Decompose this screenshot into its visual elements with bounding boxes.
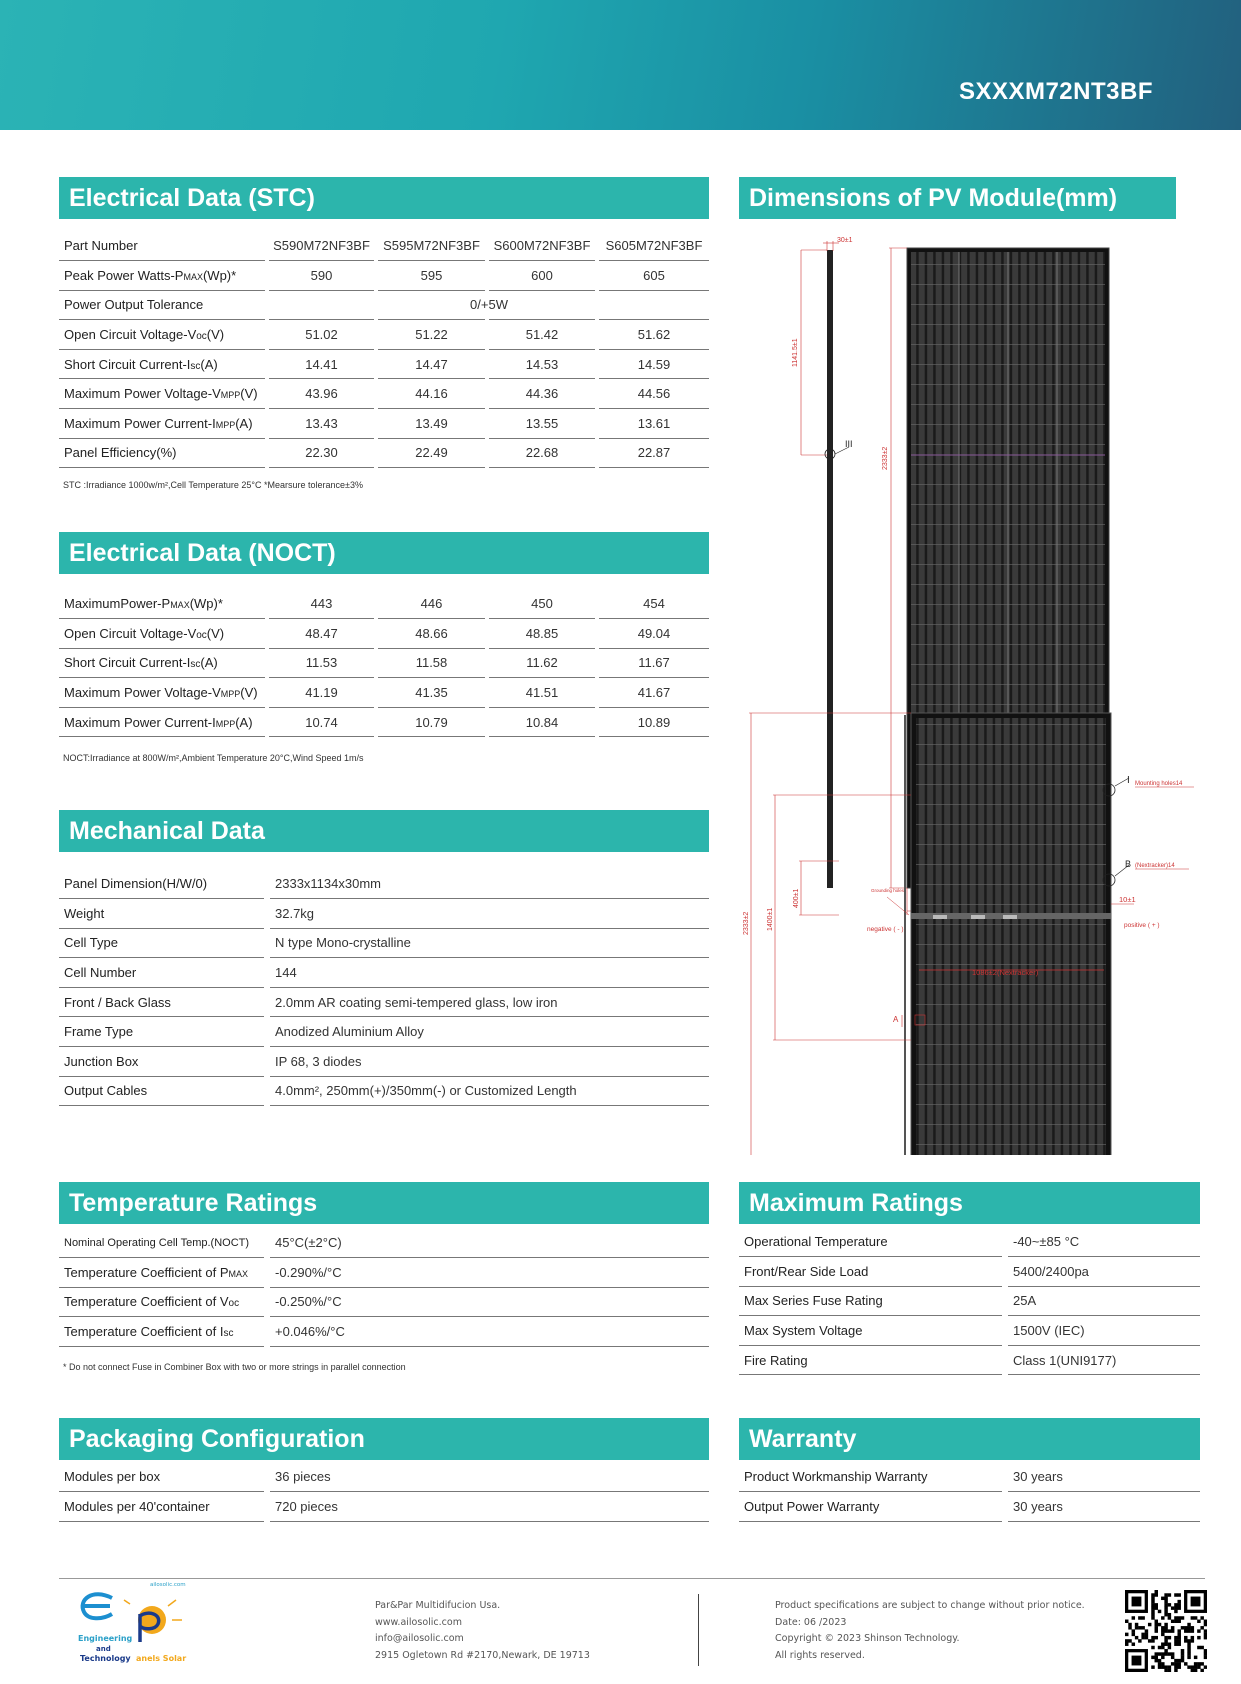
row-label: Fire Rating [739,1345,1005,1375]
row-value: 1500V (IEC) [1005,1316,1200,1346]
doc-date: Date: 06 /2023 [775,1616,847,1628]
table-row [59,589,709,619]
cell-value: 41.51 [487,678,597,708]
cell-value: 22.68 [487,438,597,468]
cell-value: 51.02 [267,320,376,350]
packaging-table [59,1462,709,1522]
row-label: Open Circuit Voltage-Voc(V) [59,619,267,649]
model-title: SXXXM72NT3BF [958,78,1153,105]
cell-value: 13.61 [597,409,709,439]
table-row [59,438,709,468]
cell-value: 22.49 [376,438,487,468]
mounting-label: Mounting holes14 [1135,781,1183,787]
cell-value: 44.36 [487,379,597,409]
cell-value: 51.62 [597,320,709,350]
table-row [59,1076,709,1106]
stc-section-title: Electrical Data (STC) [59,177,709,219]
row-value: -0.290%/°C [267,1258,709,1288]
dim-inner-width: 1086±2(Nextracker) [972,968,1039,977]
temperature-table [59,1228,709,1347]
row-label: Short Circuit Current-Isc(A) [59,648,267,678]
row-label: Maximum Power Current-IMPP(A) [59,409,267,439]
cell-value: 10.89 [597,707,709,737]
dim-half-height: 1141.5±1 [792,338,799,367]
row-value: Class 1(UNI9177) [1005,1345,1200,1375]
cell-value: 22.30 [267,438,376,468]
dimensions-section-title: Dimensions of PV Module(mm) [739,177,1176,219]
cell-value: 41.19 [267,678,376,708]
column-header: S605M72NF3BF [597,231,709,261]
row-value: 45°C(±2°C) [267,1228,709,1258]
mechanical-table [59,869,709,1106]
warranty-section-title: Warranty [739,1418,1200,1460]
cell-value: 14.59 [597,349,709,379]
cell-value: 51.42 [487,320,597,350]
table-row [739,1257,1200,1287]
contact-info [375,1598,590,1664]
table-row [59,869,709,899]
row-label: Output Power Warranty [739,1492,1005,1522]
row-label: MaximumPower-PMAX(Wp)* [59,589,267,619]
detail-iii-mark: III [845,439,853,449]
row-value: 5400/2400pa [1005,1257,1200,1287]
noct-table [59,589,709,737]
stc-note: STC :Irradiance 1000w/m²,Cell Temperature 25°C *Mearsure tolerance±3% [63,480,364,490]
logo-line1: Engineering [78,1634,133,1643]
cell-value: 13.43 [267,409,376,439]
table-row [59,928,709,958]
row-label: Maximum Power Voltage-VMPP(V) [59,678,267,708]
cell-value: 10.74 [267,707,376,737]
mark-b: B [1125,859,1132,869]
row-value: +0.046%/°C [267,1317,709,1347]
column-header: S590M72NF3BF [267,231,376,261]
row-label: Part Number [59,231,267,261]
back-view [743,713,1194,1155]
positive-label: positive ( + ) [1124,922,1160,929]
cell-value: 14.47 [376,349,487,379]
packaging-section-title: Packaging Configuration [59,1418,709,1460]
cell-value: 14.53 [487,349,597,379]
dim-thickness: 30±1 [837,237,853,244]
row-label: Temperature Coefficient of Voc [59,1287,267,1317]
row-value: 720 pieces [267,1492,709,1522]
row-value: IP 68, 3 diodes [267,1047,709,1077]
dim-400: 400±1 [793,888,800,908]
table-row [59,1228,709,1258]
row-label: Cell Type [59,928,267,958]
table-row [59,1462,709,1492]
row-label: Front/Rear Side Load [739,1257,1005,1287]
temperature-section-title: Temperature Ratings [59,1182,709,1224]
column-header: S595M72NF3BF [376,231,487,261]
nextracker-label: (Nextracker)14 [1135,863,1175,869]
table-row [739,1286,1200,1316]
cell-value: 11.58 [376,648,487,678]
table-row [59,379,709,409]
row-label: Frame Type [59,1017,267,1047]
row-value: 2.0mm AR coating semi-tempered glass, low iron [267,987,709,1017]
qr-code[interactable] [1125,1590,1207,1672]
table-row [59,261,709,291]
dim-1400: 1400±1 [767,907,774,931]
noct-section-title: Electrical Data (NOCT) [59,532,709,574]
cell-value: 10.79 [376,707,487,737]
row-label: Panel Dimension(H/W/0) [59,869,267,899]
row-value: Anodized Aluminium Alloy [267,1017,709,1047]
row-label: Power Output Tolerance [59,290,267,320]
row-label: Junction Box [59,1047,267,1077]
row-label: Max System Voltage [739,1316,1005,1346]
row-label: Modules per box [59,1462,267,1492]
mechanical-section-title: Mechanical Data [59,810,709,852]
spec-notice: Product specifications are subject to change without prior notice. [775,1600,1085,1611]
row-value: 30 years [1005,1462,1200,1492]
row-label: Front / Back Glass [59,987,267,1017]
tolerance-value: 0/+5W [267,290,709,320]
row-value: 144 [267,958,709,988]
header-banner [0,0,1241,130]
footer-separator [698,1594,699,1666]
table-row [59,1017,709,1047]
cell-value: 51.22 [376,320,487,350]
cell-value: 11.67 [597,648,709,678]
row-label: Temperature Coefficient of PMAX [59,1258,267,1288]
cell-value: 49.04 [597,619,709,649]
table-row [59,1047,709,1077]
table-row [59,648,709,678]
table-row [739,1345,1200,1375]
cell-value: 48.66 [376,619,487,649]
table-row [59,1492,709,1522]
footer-divider [59,1578,1205,1579]
cell-value: 454 [597,589,709,619]
dim-offset: 10±1 [1119,895,1136,904]
cell-value: 10.84 [487,707,597,737]
table-row [59,678,709,708]
mark-a: A [893,1015,899,1024]
table-row [59,707,709,737]
cell-value: 48.85 [487,619,597,649]
rights: All rights reserved. [775,1649,865,1661]
company-name: Par&Par Multidifucion Usa. [375,1600,501,1611]
cell-value: 446 [376,589,487,619]
table-row [59,899,709,929]
cell-value: 11.62 [487,648,597,678]
maximum-table [739,1227,1200,1375]
logo-site: ailosolic.com [150,1582,186,1588]
table-row [739,1316,1200,1346]
cell-value: 605 [597,261,709,291]
row-value: -0.250%/°C [267,1287,709,1317]
legal-info [775,1598,1085,1664]
stc-table [59,231,709,468]
table-row [59,290,709,320]
company-address: 2915 Ogletown Rd #2170,Newark, DE 19713 [375,1649,590,1661]
row-label: Short Circuit Current-Isc(A) [59,349,267,379]
row-value: N type Mono-crystalline [267,928,709,958]
table-row [59,1287,709,1317]
cell-value: 13.49 [376,409,487,439]
row-value: 25A [1005,1286,1200,1316]
row-value: 32.7kg [267,899,709,929]
row-label: Operational Temperature [739,1227,1005,1257]
row-label: Peak Power Watts-PMAX(Wp)* [59,261,267,291]
company-email[interactable]: info@ailosolic.com [375,1633,464,1644]
cell-value: 595 [376,261,487,291]
warranty-table [739,1462,1200,1522]
row-label: Nominal Operating Cell Temp.(NOCT) [59,1228,267,1258]
cell-value: 600 [487,261,597,291]
dim-front-height: 2333±2 [882,446,889,470]
negative-label: negative ( - ) [867,926,904,933]
row-value: 4.0mm², 250mm(+)/350mm(-) or Customized Length [267,1076,709,1106]
table-row [59,409,709,439]
mark-i: I [1127,775,1130,786]
dim-back-height: 2333±2 [743,911,750,935]
side-profile-view [792,237,853,888]
row-label: Product Workmanship Warranty [739,1462,1005,1492]
row-value: 2333x1134x30mm [267,869,709,899]
table-row [59,320,709,350]
row-label: Panel Efficiency(%) [59,438,267,468]
table-row [59,349,709,379]
row-label: Max Series Fuse Rating [739,1286,1005,1316]
table-row [59,987,709,1017]
table-row [59,1258,709,1288]
grounding-label: Grounding holes [871,888,905,893]
noct-note: NOCT:Irradiance at 800W/m²,Ambient Temperature 20°C,Wind Speed 1m/s [63,753,364,763]
cell-value: 11.53 [267,648,376,678]
cell-value: 43.96 [267,379,376,409]
company-logo [72,1580,202,1670]
table-row [59,958,709,988]
table-row [59,619,709,649]
row-label: Output Cables [59,1076,267,1106]
table-row [739,1227,1200,1257]
module-drawings [739,225,1229,1155]
row-label: Maximum Power Voltage-VMPP(V) [59,379,267,409]
table-row [739,1492,1200,1522]
cell-value: 450 [487,589,597,619]
logo-line2: and [96,1645,111,1653]
row-label: Modules per 40'container [59,1492,267,1522]
table-row [59,1317,709,1347]
row-value: 36 pieces [267,1462,709,1492]
column-header: S600M72NF3BF [487,231,597,261]
company-website[interactable]: www.ailosolic.com [375,1616,462,1628]
cell-value: 48.47 [267,619,376,649]
logo-line3: Technology [80,1654,131,1663]
temperature-note: * Do not connect Fuse in Combiner Box with two or more strings in parallel connection [63,1362,406,1372]
table-row [739,1462,1200,1492]
row-value: 30 years [1005,1492,1200,1522]
cell-value: 22.87 [597,438,709,468]
cell-value: 443 [267,589,376,619]
cell-value: 590 [267,261,376,291]
cell-value: 44.56 [597,379,709,409]
copyright: Copyright © 2023 Shinson Technology. [775,1633,960,1644]
cell-value: 13.55 [487,409,597,439]
row-label: Weight [59,899,267,929]
table-header-row [59,231,709,261]
cell-value: 41.35 [376,678,487,708]
logo-line4: anels Solar [136,1654,187,1663]
row-label: Temperature Coefficient of Isc [59,1317,267,1347]
row-label: Maximum Power Current-IMPP(A) [59,707,267,737]
maximum-section-title: Maximum Ratings [739,1182,1200,1224]
side-frame [827,250,833,888]
row-value: -40~±85 °C [1005,1227,1200,1257]
cell-value: 41.67 [597,678,709,708]
row-label: Cell Number [59,958,267,988]
row-label: Open Circuit Voltage-Voc(V) [59,320,267,350]
cell-value: 14.41 [267,349,376,379]
cell-value: 44.16 [376,379,487,409]
